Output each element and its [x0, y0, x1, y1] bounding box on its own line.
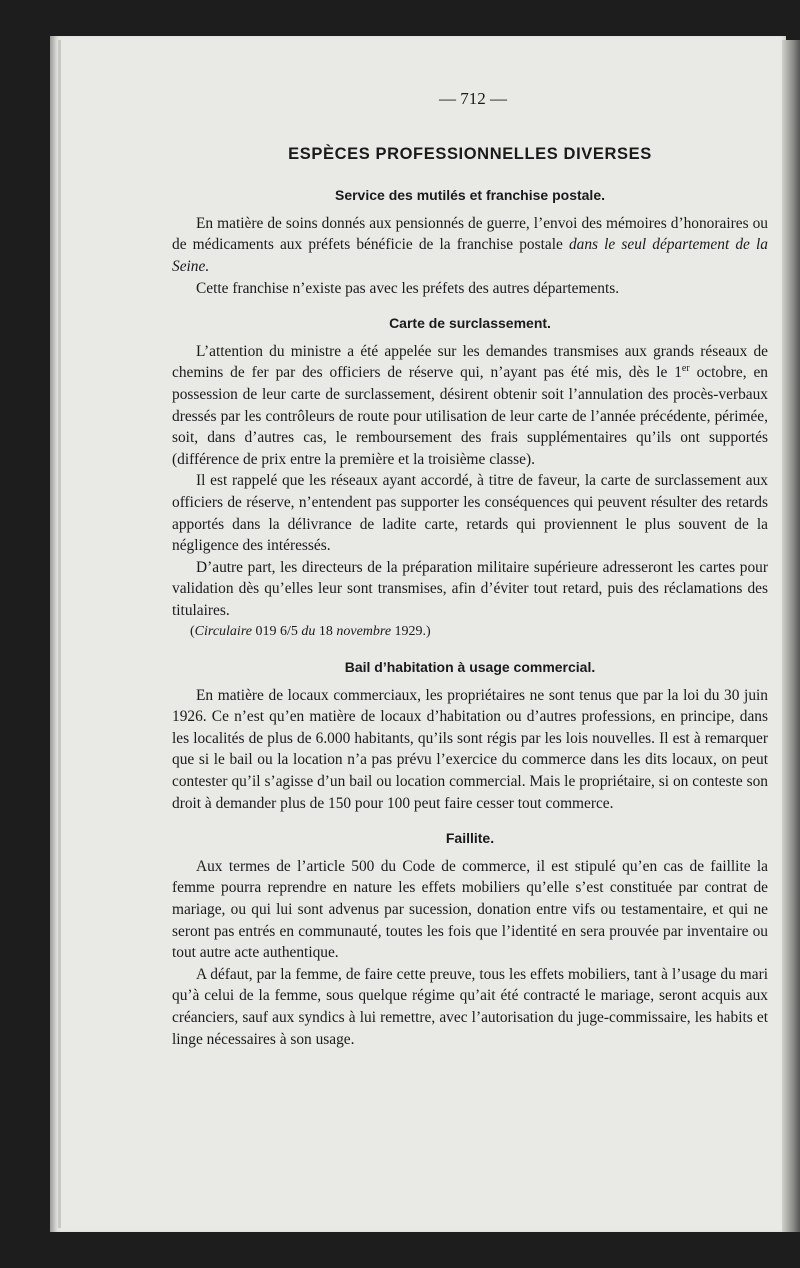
paragraph: Cette franchise n’existe pas avec les préfets des autres départements.	[196, 279, 620, 297]
section-service-mutiles	[172, 185, 768, 299]
page-content	[172, 88, 768, 1064]
citation-open: (	[190, 624, 195, 640]
section-bail-habitation	[172, 657, 768, 814]
paragraph: A défaut, par la femme, de faire cette preuve, tous les effets mobiliers, tant à l’usage du mari qu’à celui de la femme, sous quelque régime qu’ait été contracté le mariage, seront acquis aux créanciers, sauf aux syndics à lui remettre, avec l’autorisation du juge-commissaire, les habits et linge nécessaires à son usage.	[172, 965, 768, 1048]
binding-shadow	[782, 40, 800, 1232]
superscript: er	[681, 363, 690, 375]
section-title: Carte de surclassement.	[389, 315, 551, 332]
paragraph	[172, 213, 768, 278]
section-carte-surclassement	[172, 313, 768, 643]
paragraph: D’autre part, les directeurs de la préparation militaire supérieure adresseront les cartes pour validation dès qu’elles leur sont transmises, afin d’éviter tout retard, puis des réclamations des titulaires.	[172, 558, 768, 619]
paragraph-text: En matière de soins donnés aux pensionnés de guerre, l’envoi des mémoires d’honoraires ou de médicaments aux préfets bénéficie de la franchise postale	[172, 214, 768, 254]
paragraph-text: L’attention du ministre a été appelée sur les demandes transmises aux grands réseaux de chemins de fer par des officiers de réserve qui, n’ayant pas été mis, dès le 1	[172, 342, 768, 382]
citation-label: Circulaire	[194, 624, 252, 640]
citation-month: novembre	[336, 624, 392, 640]
section-title: Bail d’habitation à usage commercial.	[344, 659, 596, 676]
section-title: Faillite.	[445, 830, 495, 847]
citation-day: 18	[315, 624, 337, 640]
citation-year: 1929.)	[391, 624, 431, 640]
section-title: Service des mutilés et franchise postale.	[334, 187, 605, 204]
main-title: ESPÈCES PROFESSIONNELLES DIVERSES	[288, 144, 652, 163]
italic-phrase: dans le seul département de la Seine.	[172, 236, 768, 275]
paragraph: En matière de locaux commerciaux, les propriétaires ne sont tenus que par la loi du 30 juin 1926. Ce n’est qu’en matière de locaux d’habitation ou d’autres professions, en principe, dans les localités de plus de 6.000 habitants, qu’ils sont régis par les lois nouvelles. Il est à remarquer que si le bail ou la location n’a pas prévu l’exercice du commerce dans les dits locaux, on peut contester qu’il s’agisse d’un bail ou location commercial. Mais le propriétaire, si on conteste son droit à demander plus de 150 pour 100 peut faire cesser tout commerce.	[172, 686, 768, 812]
page-edge	[58, 40, 61, 1228]
citation-du: du	[301, 624, 316, 640]
section-faillite	[172, 828, 768, 1050]
paragraph: Il est rappelé que les réseaux ayant accordé, à titre de faveur, la carte de surclassement aux officiers de réserve, n’entendent pas supporter les conséquences qui peuvent résulter des retards apportés dans la délivrance de ladite carte, retards qui proviennent le plus souvent de la négligence des intéressés.	[172, 472, 768, 555]
paragraph-text: octobre, en possession de leur carte de surclassement, désirent obtenir soit l’annulation des procès-verbaux dressés par les contrôleurs de route pour utilisation de leur carte de l’année précédente, périmée, soit, dans d’autres cas, le remboursement des frais supplémentaires qu’ils ont supportés (différence de prix entre la première et la troisième classe).	[172, 364, 768, 468]
paragraph	[172, 341, 768, 471]
citation-number: 019 6/5	[251, 624, 302, 640]
citation	[172, 621, 768, 643]
paragraph: Aux termes de l’article 500 du Code de commerce, il est stipulé qu’en cas de faillite la femme pourra reprendre en nature les effets mobiliers qu’elle s’est constituée par contrat de mariage, ou qui lui sont advenus par sucession, donation entre vifs ou testamentaire, et qui ne seront pas entrés en communauté, toutes les fois que l’identité en sera prouvée par inventaire ou tout autre acte authentique.	[172, 857, 768, 962]
page-number: — 712 —	[439, 89, 507, 108]
